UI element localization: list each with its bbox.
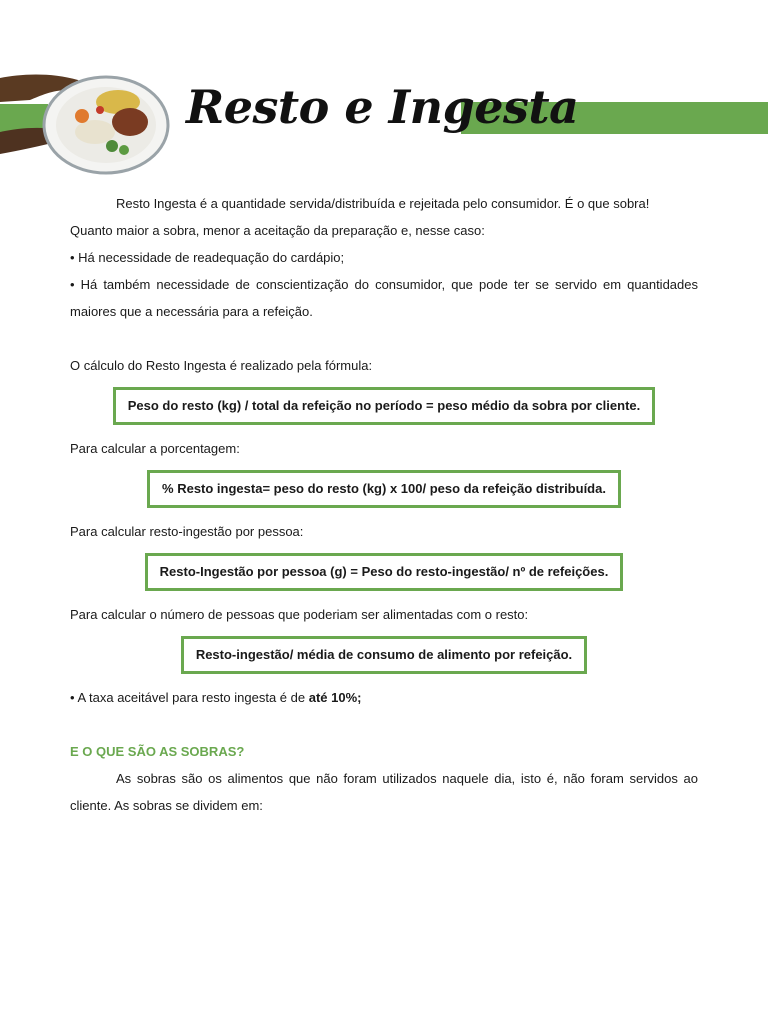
formula-box-wrapper (70, 470, 698, 508)
rate-prefix: • A taxa aceitável para resto ingesta é de (70, 690, 309, 705)
intro-paragraph: Resto Ingesta é a quantidade servida/distribuída e rejeitada pelo consumidor. É o que sobra! (116, 196, 650, 211)
food-plate-illustration (0, 70, 172, 180)
bullet-item: • Há também necessidade de conscientização do consumidor, que pode ter se servido em quantidades maiores que a necessária para a refeição. (70, 277, 698, 319)
formula-box: Resto-Ingestão por pessoa (g) = Peso do resto-ingestão/ nº de refeições. (145, 553, 624, 591)
formula-box: Resto-ingestão/ média de consumo de alimento por refeição. (181, 636, 587, 674)
bullet-item: • Há necessidade de readequação do cardápio; (70, 250, 345, 265)
rate-bullet (70, 684, 698, 711)
formula-box-wrapper (70, 636, 698, 674)
formula-box: % Resto ingesta= peso do resto (kg) x 100/ peso da refeição distribuída. (147, 470, 621, 508)
formula-box-wrapper (70, 387, 698, 425)
page-title: Resto e Ingesta (186, 80, 579, 134)
document-body (70, 190, 698, 819)
per-person-intro: Para calcular resto-ingestão por pessoa: (70, 524, 304, 539)
section-title: E O QUE SÃO AS SOBRAS? (70, 744, 245, 759)
formula-intro: O cálculo do Resto Ingesta é realizado pela fórmula: (70, 358, 373, 373)
people-intro: Para calcular o número de pessoas que poderiam ser alimentadas com o resto: (70, 607, 529, 622)
paragraph-line: Quanto maior a sobra, menor a aceitação da preparação e, nesse caso: (70, 223, 485, 238)
page-header (0, 0, 768, 180)
rate-value: até 10%; (308, 690, 362, 705)
formula-box: Peso do resto (kg) / total da refeição no período = peso médio da sobra por cliente. (113, 387, 656, 425)
sobras-paragraph: As sobras são os alimentos que não foram utilizados naquele dia, isto é, não foram servidos ao cliente. As sobras se dividem em: (70, 771, 698, 813)
percent-intro: Para calcular a porcentagem: (70, 441, 240, 456)
formula-box-wrapper (70, 553, 698, 591)
